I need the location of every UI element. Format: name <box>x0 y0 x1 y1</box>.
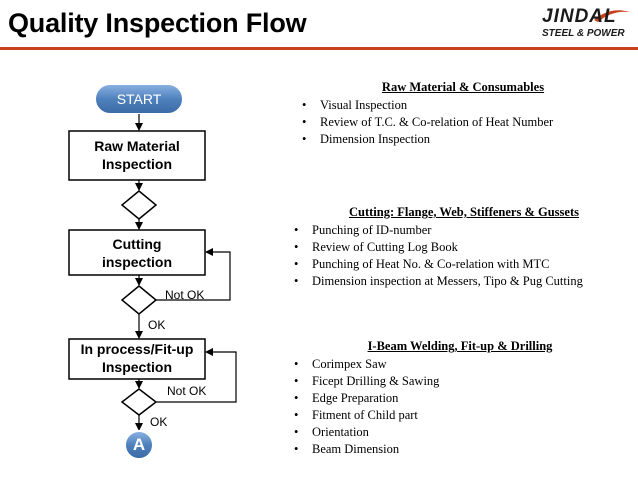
list-item: • Edge Preparation <box>290 390 610 407</box>
bullet-list <box>290 222 608 290</box>
list-item: • Punching of ID-number <box>290 222 608 239</box>
decision-diamond-3 <box>122 389 156 415</box>
list-item: • Ficept Drilling & Sawing <box>290 373 610 390</box>
raw-material-label: Raw Material Inspection <box>94 138 180 172</box>
section-heading: Cutting: Flange, Web, Stiffeners & Gussets <box>349 205 579 219</box>
connector-a-label: A <box>132 435 146 454</box>
section-welding <box>290 339 610 458</box>
decision-diamond-1 <box>122 191 156 219</box>
logo-wordmark: JINDAL <box>542 6 617 27</box>
list-item: • Dimension inspection at Messers, Tipo & Pug Cutting <box>290 273 608 290</box>
bullet-list <box>298 97 628 148</box>
decision-diamond-2 <box>122 286 156 314</box>
section-heading: Raw Material & Consumables <box>381 80 545 94</box>
not-ok-label-1: Not OK <box>165 288 205 302</box>
cutting-label: Cutting inspection <box>101 236 172 270</box>
ok-label-1: OK <box>148 318 166 332</box>
logo-tagline: STEEL & POWER <box>542 28 625 39</box>
list-item: • Dimension Inspection <box>298 131 628 148</box>
list-item: • Corimpex Saw <box>290 356 610 373</box>
start-label: START <box>116 91 162 107</box>
list-item: • Review of Cutting Log Book <box>290 239 608 256</box>
section-cutting <box>290 205 608 290</box>
bullet-list <box>290 356 610 458</box>
list-item: • Orientation <box>290 424 610 441</box>
not-ok-label-2: Not OK <box>167 384 207 398</box>
fitup-label: In process/Fit-up Inspection <box>80 341 194 375</box>
list-item: • Review of T.C. & Co-relation of Heat Number <box>298 114 628 131</box>
list-item: • Beam Dimension <box>290 441 610 458</box>
list-item: • Punching of Heat No. & Co-relation with MTC <box>290 256 608 273</box>
page-title: Quality Inspection Flow <box>8 8 307 38</box>
list-item: • Visual Inspection <box>298 97 628 114</box>
list-item: • Fitment of Child part <box>290 407 610 424</box>
section-heading: I-Beam Welding, Fit-up & Drilling <box>367 339 553 353</box>
ok-label-2: OK <box>150 415 168 429</box>
section-raw-material <box>298 80 628 148</box>
